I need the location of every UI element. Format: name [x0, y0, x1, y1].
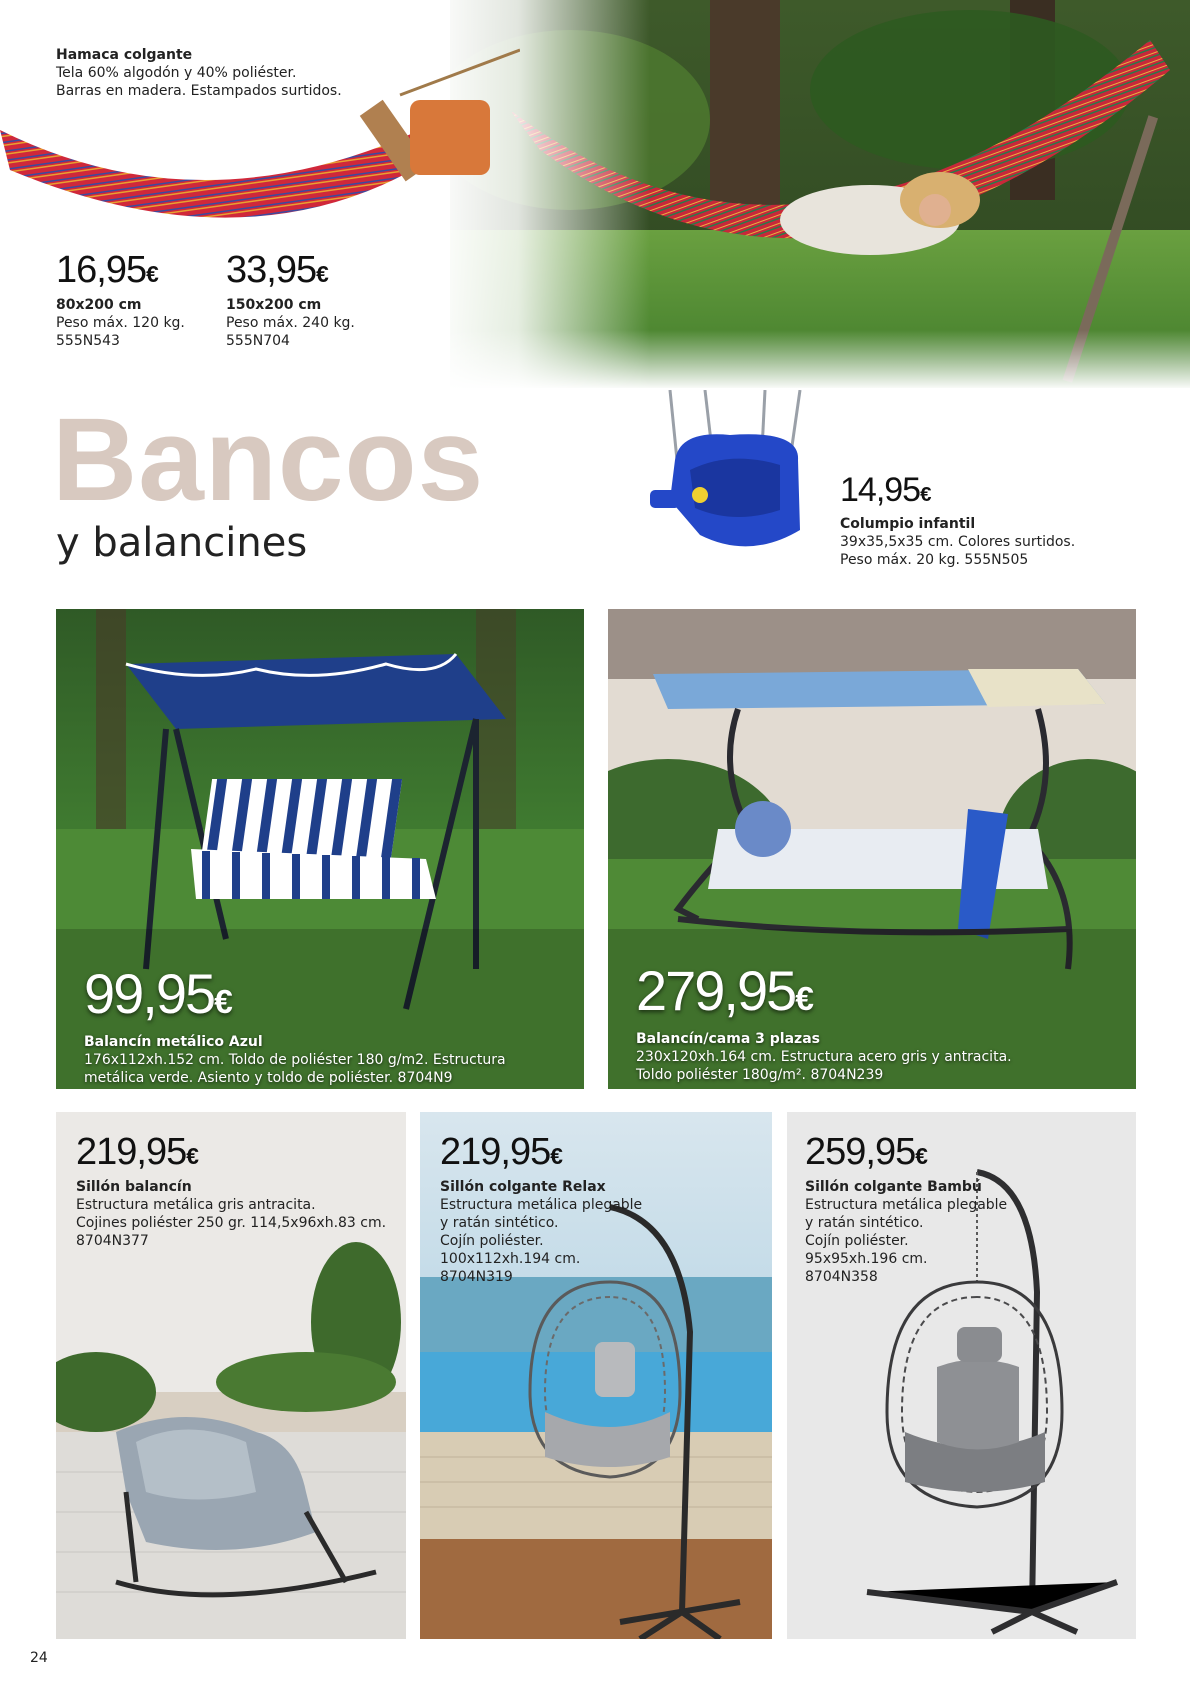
price-value: 16,95	[56, 249, 147, 291]
bamboo-chair-line: 8704N358	[805, 1269, 878, 1285]
bamboo-chair-line: Cojín poliéster.	[805, 1233, 909, 1249]
kids-swing-title: Columpio infantil	[840, 516, 976, 532]
swing-bed-card[interactable]	[608, 609, 1136, 1089]
rocking-chair-line: Cojines poliéster 250 gr. 114,5x96xh.83 cm.	[76, 1215, 387, 1231]
price-value: 219,95	[76, 1131, 187, 1173]
hammock-info	[56, 46, 342, 100]
price-value: 14,95	[840, 471, 921, 509]
section-subtitle: y balancines	[56, 520, 308, 566]
rocking-chair-info	[76, 1130, 396, 1250]
swing-bed-info	[636, 961, 1126, 1084]
swing-blue-desc-line1: 176x112xh.152 cm. Toldo de poliéster 180 g/m2. Estructura	[84, 1052, 506, 1068]
price-currency: €	[214, 984, 231, 1021]
section-title: Bancos	[52, 394, 485, 526]
swing-blue-desc-line2: metálica verde. Asiento y toldo de poliéster. 8704N9	[84, 1070, 453, 1086]
price-currency: €	[550, 1143, 562, 1169]
bamboo-chair-line: y ratán sintético.	[805, 1215, 924, 1231]
swing-blue-card[interactable]	[56, 609, 584, 1089]
price-value: 33,95	[226, 249, 317, 291]
bamboo-chair-title: Sillón colgante Bambú	[805, 1179, 982, 1195]
page-number: 24	[30, 1650, 48, 1666]
relax-chair-title: Sillón colgante Relax	[440, 1179, 606, 1195]
price-currency: €	[146, 261, 158, 287]
price	[636, 961, 1126, 1030]
price-currency: €	[920, 484, 931, 506]
relax-chair-card[interactable]	[420, 1112, 772, 1639]
rocking-chair-card[interactable]	[56, 1112, 406, 1639]
price-currency: €	[795, 981, 812, 1018]
relax-chair-info	[440, 1130, 760, 1286]
variant-ref: 555N704	[226, 333, 290, 349]
rocking-chair-title: Sillón balancín	[76, 1179, 192, 1195]
price	[840, 470, 1075, 515]
swing-blue-info	[84, 964, 574, 1087]
variant-size: 150x200 cm	[226, 297, 322, 313]
kids-swing-info	[840, 470, 1075, 569]
bamboo-chair-card[interactable]	[787, 1112, 1136, 1639]
kids-swing-photo	[650, 390, 830, 570]
price-value: 219,95	[440, 1131, 551, 1173]
relax-chair-line: Estructura metálica plegable	[440, 1197, 643, 1213]
bamboo-chair-line: 95x95xh.196 cm.	[805, 1251, 928, 1267]
price	[226, 248, 355, 296]
price	[56, 248, 185, 296]
price	[440, 1130, 760, 1178]
variant-weight: Peso máx. 120 kg.	[56, 315, 185, 331]
price	[805, 1130, 1125, 1178]
variant-ref: 555N543	[56, 333, 120, 349]
hero-fade-bottom	[430, 330, 1190, 390]
price-currency: €	[316, 261, 328, 287]
kids-swing-desc-line2: Peso máx. 20 kg. 555N505	[840, 552, 1029, 568]
bamboo-chair-info	[805, 1130, 1125, 1286]
hammock-variant-small	[56, 248, 185, 350]
rocking-chair-line: 8704N377	[76, 1233, 149, 1249]
hammock-variant-large	[226, 248, 355, 350]
variant-weight: Peso máx. 240 kg.	[226, 315, 355, 331]
price-value: 259,95	[805, 1131, 916, 1173]
hammock-desc-line2: Barras en madera. Estampados surtidos.	[56, 83, 342, 99]
price-currency: €	[186, 1143, 198, 1169]
hammock-desc-line1: Tela 60% algodón y 40% poliéster.	[56, 65, 297, 81]
swing-blue-title: Balancín metálico Azul	[84, 1034, 263, 1050]
price	[76, 1130, 396, 1178]
swing-bed-title: Balancín/cama 3 plazas	[636, 1031, 820, 1047]
price	[84, 964, 574, 1033]
rocking-chair-line: Estructura metálica gris antracita.	[76, 1197, 316, 1213]
swing-bed-desc-line2: Toldo poliéster 180g/m². 8704N239	[636, 1067, 884, 1083]
price-value: 279,95	[636, 959, 796, 1022]
hammock-title: Hamaca colgante	[56, 47, 193, 63]
kids-swing-desc-line1: 39x35,5x35 cm. Colores surtidos.	[840, 534, 1076, 550]
relax-chair-line: y ratán sintético.	[440, 1215, 559, 1231]
relax-chair-line: 100x112xh.194 cm.	[440, 1251, 581, 1267]
price-currency: €	[915, 1143, 927, 1169]
variant-size: 80x200 cm	[56, 297, 142, 313]
swing-bed-desc-line1: 230x120xh.164 cm. Estructura acero gris y antracita.	[636, 1049, 1012, 1065]
bamboo-chair-line: Estructura metálica plegable	[805, 1197, 1008, 1213]
relax-chair-line: 8704N319	[440, 1269, 513, 1285]
relax-chair-line: Cojín poliéster.	[440, 1233, 544, 1249]
price-value: 99,95	[84, 962, 215, 1025]
